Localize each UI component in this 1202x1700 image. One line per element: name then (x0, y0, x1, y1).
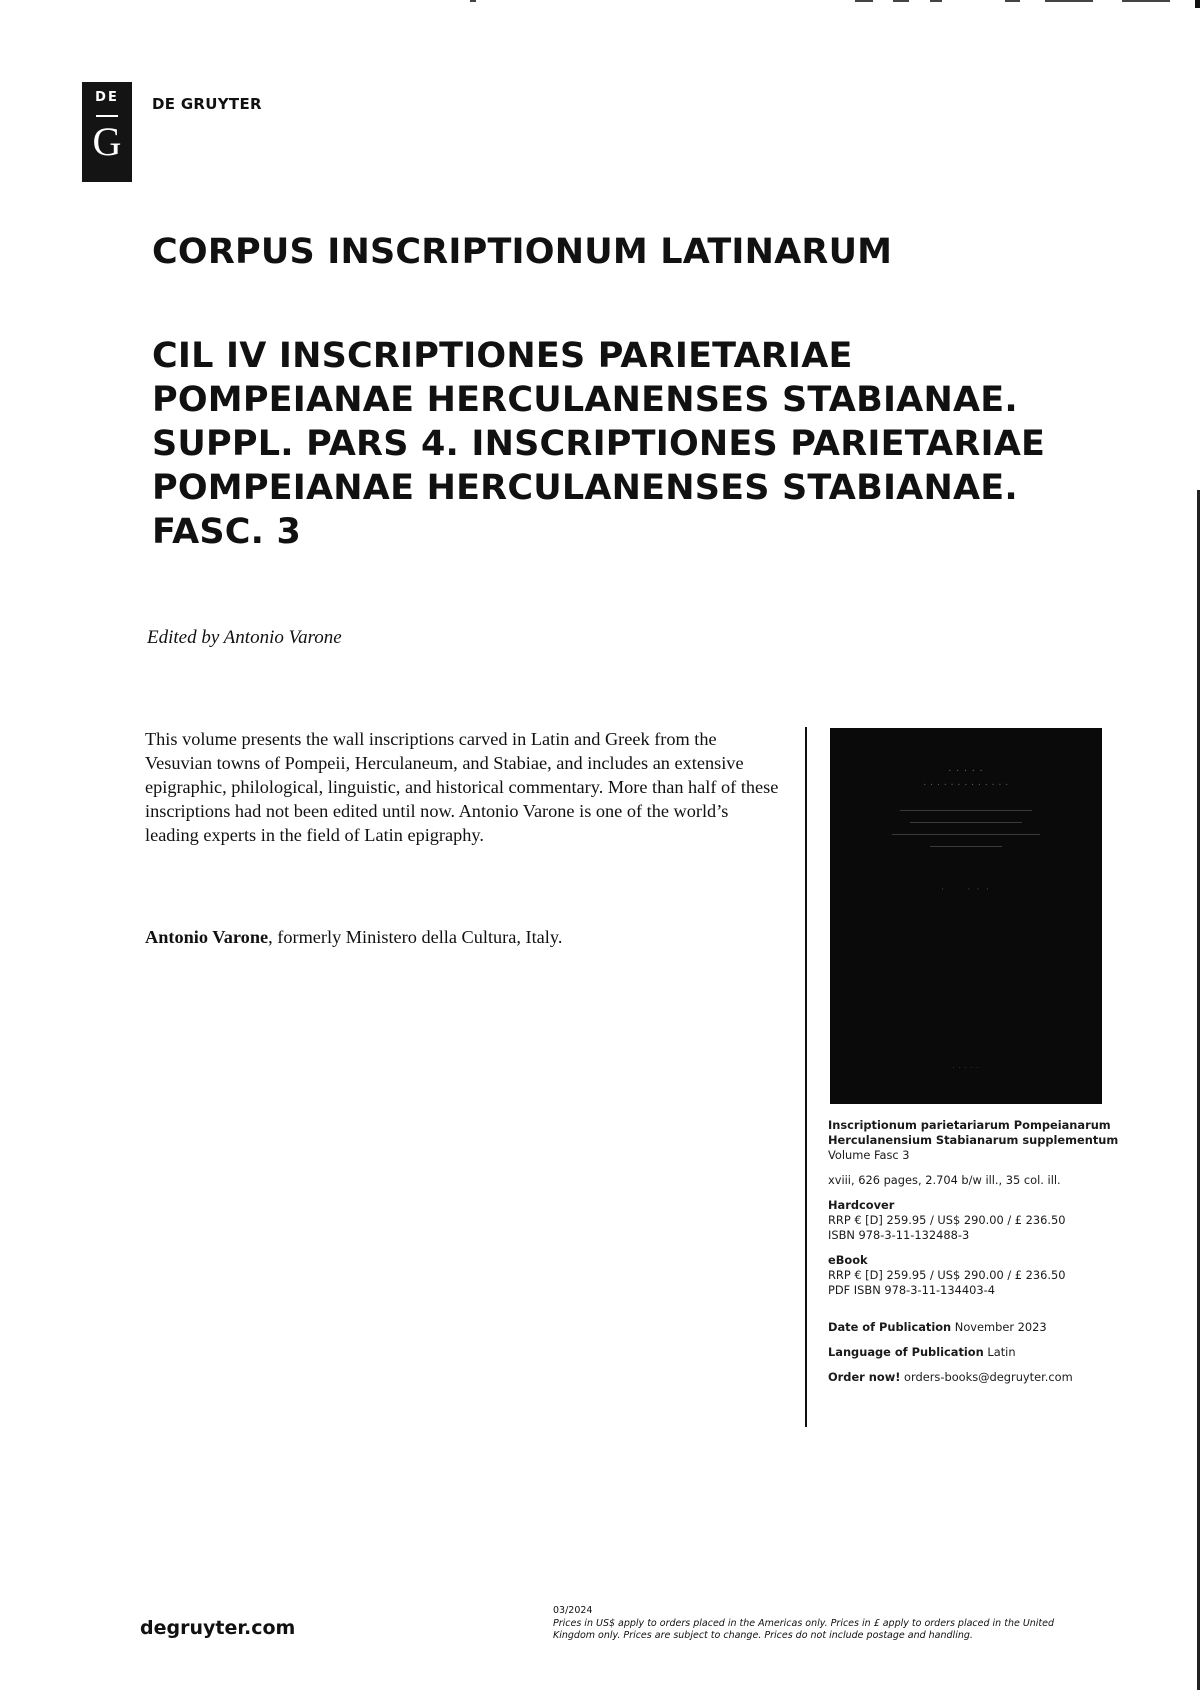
book-cover-image (830, 728, 1102, 1104)
ebook-label: eBook (828, 1253, 868, 1267)
hardcover-label: Hardcover (828, 1198, 895, 1212)
editor-credit: Edited by Antonio Varone (147, 627, 342, 648)
publication-language (828, 1345, 1118, 1360)
scan-mark (893, 0, 909, 2)
scan-mark (930, 0, 942, 2)
book-details (828, 1118, 1118, 1385)
order-label: Order now! (828, 1370, 901, 1384)
order-info (828, 1370, 1118, 1385)
page-count: xviii, 626 pages, 2.704 b/w ill., 35 col. ill. (828, 1173, 1061, 1187)
hardcover-isbn: ISBN 978-3-11-132488-3 (828, 1228, 970, 1242)
cover-decoration (910, 822, 1022, 823)
series-title: CORPUS INSCRIPTIONUM LATINARUM (152, 232, 893, 272)
title-line: CIL IV INSCRIPTIONES PARIETARIAE (152, 336, 853, 376)
title-line: POMPEIANAE HERCULANENSES STABIANAE. (152, 380, 1018, 420)
author-bio (145, 927, 562, 948)
book-subtitle: Herculanensium Stabianarum supplementum (828, 1133, 1119, 1147)
title-line: FASC. 3 (152, 512, 302, 552)
logo-text-bottom: G (92, 119, 122, 164)
scan-mark (1005, 0, 1020, 2)
scan-mark (470, 0, 476, 2)
cover-decoration (900, 810, 1032, 811)
author-affiliation: , formerly Ministero della Cultura, Italy. (268, 927, 563, 947)
book-subtitle: Inscriptionum parietariarum Pompeianarum (828, 1118, 1111, 1132)
ebook-price: RRP € [D] 259.95 / US$ 290.00 / £ 236.50 (828, 1268, 1066, 1282)
cover-decoration (892, 834, 1040, 835)
ebook-isbn: PDF ISBN 978-3-11-134403-4 (828, 1283, 996, 1297)
column-divider (805, 727, 807, 1427)
cover-decoration (930, 846, 1002, 847)
publication-language-value: Latin (983, 1345, 1016, 1359)
website-link[interactable]: degruyter.com (140, 1617, 296, 1639)
publication-date-label: Date of Publication (828, 1320, 952, 1334)
scan-edge (1197, 490, 1200, 1690)
logo-text-top: DE (95, 90, 119, 105)
publisher-logo (82, 82, 132, 182)
logo-divider (96, 115, 118, 117)
title-line: SUPPL. PARS 4. INSCRIPTIONES PARIETARIAE (152, 424, 1046, 464)
scan-mark (855, 0, 873, 2)
publication-language-label: Language of Publication (828, 1345, 984, 1359)
cover-decoration: · · · · · · · · · · · · · (923, 780, 1009, 791)
scan-mark (1122, 0, 1170, 2)
cover-decoration: · · · · · (948, 766, 984, 777)
scan-mark (1195, 0, 1200, 8)
publication-date (828, 1320, 1118, 1335)
price-disclaimer: Prices in US$ apply to orders placed in the Americas only. Prices in £ apply to orders placed in the United Kingdom only. Prices are subject to change. Prices do not include postage and handling. (553, 1618, 1055, 1641)
hardcover-price: RRP € [D] 259.95 / US$ 290.00 / £ 236.50 (828, 1213, 1066, 1227)
order-email[interactable]: orders-books@degruyter.com (900, 1370, 1073, 1384)
book-title (152, 334, 1112, 554)
cover-decoration: · · · · (941, 884, 991, 894)
book-description: This volume presents the wall inscriptions carved in Latin and Greek from the Vesuvian towns of Pompeii, Herculaneum, and Stabiae, and includes an extensive epigraphic, philological, linguistic, and historical commentary. More than half of these inscriptions had not been edited until now. Antonio Varone is one of the world’s leading experts in the field of Latin epigraphy. (145, 729, 779, 845)
scan-mark (1045, 0, 1093, 2)
volume-info: Volume Fasc 3 (828, 1148, 910, 1162)
title-line: POMPEIANAE HERCULANENSES STABIANAE. (152, 468, 1018, 508)
publisher-name: DE GRUYTER (152, 95, 262, 113)
author-name: Antonio Varone (145, 927, 269, 947)
publication-date-value: November 2023 (951, 1320, 1047, 1334)
cover-decoration: · · · · · (952, 1064, 980, 1072)
footer-date: 03/2024 (553, 1605, 593, 1616)
